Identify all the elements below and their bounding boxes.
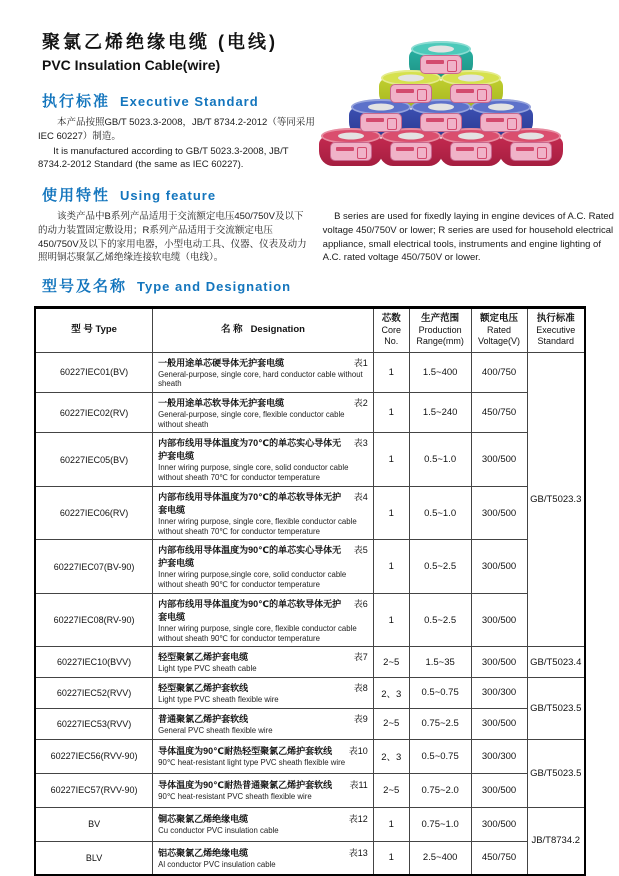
cell-core: 1 xyxy=(373,593,409,646)
cell-voltage: 300/500 xyxy=(471,807,527,841)
executive-paragraph-en: It is manufactured according to GB/T 5023.3-2008, JB/T 8734.2-2012 Standard (the same as IEC 60227). xyxy=(38,145,289,171)
cell-core: 1 xyxy=(373,807,409,841)
cell-core: 1 xyxy=(373,841,409,875)
table-row xyxy=(35,593,585,646)
reel-label xyxy=(480,113,522,132)
cell-range: 1.5~400 xyxy=(409,352,471,392)
cell-type: BLV xyxy=(35,841,153,875)
cell-designation: 铜芯聚氯乙烯绝缘电缆 表12 Cu conductor PVC insulation cable xyxy=(153,807,374,841)
cell-core: 1 xyxy=(373,352,409,392)
reel-row xyxy=(351,99,531,137)
cell-voltage: 300/500 xyxy=(471,540,527,593)
cell-range: 0.75~2.5 xyxy=(409,708,471,739)
cable-reel xyxy=(499,128,563,166)
executive-heading-en: Executive Standard xyxy=(120,94,259,109)
cell-type: 60227IEC01(BV) xyxy=(35,352,153,392)
cell-voltage: 300/500 xyxy=(471,486,527,539)
cell-range: 1.5~240 xyxy=(409,392,471,432)
cell-designation: 轻型聚氯乙烯护套软线 表8 Light type PVC sheath flexible wire xyxy=(153,678,374,709)
cell-designation: 轻型聚氯乙烯护套电缆 表7 Light type PVC sheath cable xyxy=(153,647,374,678)
table-row xyxy=(35,352,585,392)
cell-voltage: 300/500 xyxy=(471,773,527,807)
cell-designation: 一般用途单芯软导体无护套电缆 表2 General-purpose, single core, flexible conductor cable without sheath xyxy=(153,392,374,432)
col-header-standard: 执行标准 Executive Standard xyxy=(527,308,585,352)
cable-reel xyxy=(379,128,443,166)
cell-core: 2~5 xyxy=(373,773,409,807)
type-heading-en: Type and Designation xyxy=(137,279,292,295)
cell-range: 0.5~2.5 xyxy=(409,540,471,593)
feature-heading-en: Using feature xyxy=(120,188,217,204)
cell-type: 60227IEC07(BV-90) xyxy=(35,540,153,593)
table-row xyxy=(35,773,585,807)
cell-range: 0.5~1.0 xyxy=(409,433,471,486)
table-row xyxy=(35,392,585,432)
spec-table xyxy=(34,306,586,876)
cell-standard: GB/T5023.4 xyxy=(527,647,585,678)
using-feature-heading xyxy=(42,184,619,205)
cell-voltage: 450/750 xyxy=(471,392,527,432)
reel-label xyxy=(360,113,402,132)
cell-range: 0.5~2.5 xyxy=(409,593,471,646)
cell-type: 60227IEC52(RVV) xyxy=(35,678,153,709)
cell-core: 2、3 xyxy=(373,739,409,773)
cable-reel xyxy=(439,128,503,166)
cell-range: 0.75~1.0 xyxy=(409,807,471,841)
cell-voltage: 300/500 xyxy=(471,708,527,739)
cell-standard: GB/T5023.5 xyxy=(527,678,585,739)
cell-voltage: 300/500 xyxy=(471,593,527,646)
table-row xyxy=(35,433,585,486)
cell-range: 0.75~2.0 xyxy=(409,773,471,807)
cell-voltage: 400/750 xyxy=(471,352,527,392)
executive-paragraph-zh: 本产品按照GB/T 5023.3-2008，JB/T 8734.2-2012（等同采用 IEC 60227）制造。 xyxy=(38,117,315,142)
cell-standard: GB/T5023.5 xyxy=(527,739,585,807)
reel-label xyxy=(420,113,462,132)
page-title-zh: 聚氯乙烯绝缘电缆 (电线) xyxy=(42,32,278,52)
feature-heading-zh: 使用特性 xyxy=(42,187,111,205)
cell-voltage: 300/500 xyxy=(471,647,527,678)
executive-heading-zh: 执行标准 xyxy=(42,93,111,110)
cell-designation: 内部布线用导体温度为90℃的单芯软导体无护套电缆 表6 Inner wiring purpose, single core, flexible conductor cable without sheath 90℃ for conductor temperature xyxy=(153,593,374,646)
col-header-designation: 名 称 Designation xyxy=(153,308,374,352)
reel-label xyxy=(450,142,492,161)
table-row xyxy=(35,739,585,773)
type-heading-zh: 型号及名称 xyxy=(42,278,128,296)
reel-label xyxy=(390,142,432,161)
cell-standard: JB/T8734.2 xyxy=(527,807,585,875)
cell-range: 0.5~1.0 xyxy=(409,486,471,539)
table-row xyxy=(35,486,585,539)
cell-range: 1.5~35 xyxy=(409,647,471,678)
cell-range: 0.5~0.75 xyxy=(409,739,471,773)
reel-label xyxy=(330,142,372,161)
cell-core: 2~5 xyxy=(373,647,409,678)
section-using-feature xyxy=(0,184,619,265)
cell-core: 2~5 xyxy=(373,708,409,739)
cell-type: 60227IEC02(RV) xyxy=(35,392,153,432)
cell-designation: 导体温度为90℃耐热轻型聚氯乙烯护套软线 表10 90℃ heat-resistant light type PVC sheath flexible wire xyxy=(153,739,374,773)
cell-designation: 内部布线用导体温度为70℃的单芯实心导体无护套电缆 表3 Inner wiring purpose, single core, solid conductor cable without sheath 70℃ for conductor temperature xyxy=(153,433,374,486)
cell-type: 60227IEC06(RV) xyxy=(35,486,153,539)
cell-designation: 一般用途单芯硬导体无护套电缆 表1 General-purpose, single core, hard conductor cable without sheath xyxy=(153,352,374,392)
cell-type: 60227IEC56(RVV-90) xyxy=(35,739,153,773)
reel-label xyxy=(450,84,492,103)
cell-type: 60227IEC10(BVV) xyxy=(35,647,153,678)
cell-type: BV xyxy=(35,807,153,841)
cell-designation: 导体温度为90℃耐热普通聚氯乙烯护套软线 表11 90℃ heat-resistant PVC sheath flexible wire xyxy=(153,773,374,807)
cell-designation: 内部布线用导体温度为70℃的单芯软导体无护套电缆 表4 Inner wiring purpose, single core, flexible conductor cable without sheath 70℃ for conductor temperature xyxy=(153,486,374,539)
cell-designation: 内部布线用导体温度为90℃的单芯实心导体无护套电缆 表5 Inner wiring purpose,single core, solid conductor cable without sheath 90℃ for conductor temperature xyxy=(153,540,374,593)
page-title-en: PVC Insulation Cable(wire) xyxy=(42,57,221,73)
type-designation-heading xyxy=(42,275,619,296)
col-header-voltage: 额定电压 Rated Voltage(V) xyxy=(471,308,527,352)
col-header-range: 生产范围 Production Range(mm) xyxy=(409,308,471,352)
cell-type: 60227IEC05(BV) xyxy=(35,433,153,486)
col-header-core: 芯数 Core No. xyxy=(373,308,409,352)
table-row xyxy=(35,647,585,678)
feature-paragraph-en: B series are used for fixedly laying in engine devices of A.C. Rated voltage 450/750V or lower; R series are used for household electrical appliance, small electrical tools, instruments and engine lighting of A.C. rated voltage 450/750V or lower. xyxy=(322,211,614,264)
reel-label xyxy=(390,84,432,103)
cell-designation: 铝芯聚氯乙烯绝缘电缆 表13 Al conductor PVC insulation cable xyxy=(153,841,374,875)
table-row xyxy=(35,807,585,841)
cell-core: 1 xyxy=(373,540,409,593)
cell-type: 60227IEC53(RVV) xyxy=(35,708,153,739)
reel-label xyxy=(510,142,552,161)
table-header-row xyxy=(35,308,585,352)
feature-paragraph-zh: 该类产品中B系列产品适用于交流额定电压450/750V及以下的动力装置固定敷设用；R系列产品适用于交流额定电压450/750V及以下的家用电器，小型电动工具、仪器、仪表及动力照明铜芯聚氯乙烯绝缘连接软电缆（电线）。 xyxy=(38,211,307,264)
reel-label xyxy=(420,55,462,74)
cell-core: 2、3 xyxy=(373,678,409,709)
cell-voltage: 300/300 xyxy=(471,678,527,709)
cell-voltage: 450/750 xyxy=(471,841,527,875)
cell-core: 1 xyxy=(373,392,409,432)
table-row xyxy=(35,678,585,709)
cell-voltage: 300/300 xyxy=(471,739,527,773)
section-type-designation xyxy=(0,275,619,876)
cell-type: 60227IEC08(RV-90) xyxy=(35,593,153,646)
cable-reels-image xyxy=(300,50,582,166)
reel-row xyxy=(321,128,561,166)
cell-range: 0.5~0.75 xyxy=(409,678,471,709)
cell-core: 1 xyxy=(373,433,409,486)
table-row xyxy=(35,708,585,739)
cell-designation: 普通聚氯乙烯护套软线 表9 General PVC sheath flexible wire xyxy=(153,708,374,739)
cell-standard: GB/T5023.3 xyxy=(527,352,585,647)
cell-core: 1 xyxy=(373,486,409,539)
table-row xyxy=(35,841,585,875)
cell-voltage: 300/500 xyxy=(471,433,527,486)
col-header-type: 型 号 Type xyxy=(35,308,153,352)
cell-range: 2.5~400 xyxy=(409,841,471,875)
table-row xyxy=(35,540,585,593)
cell-type: 60227IEC57(RVV-90) xyxy=(35,773,153,807)
cable-reel xyxy=(319,128,383,166)
